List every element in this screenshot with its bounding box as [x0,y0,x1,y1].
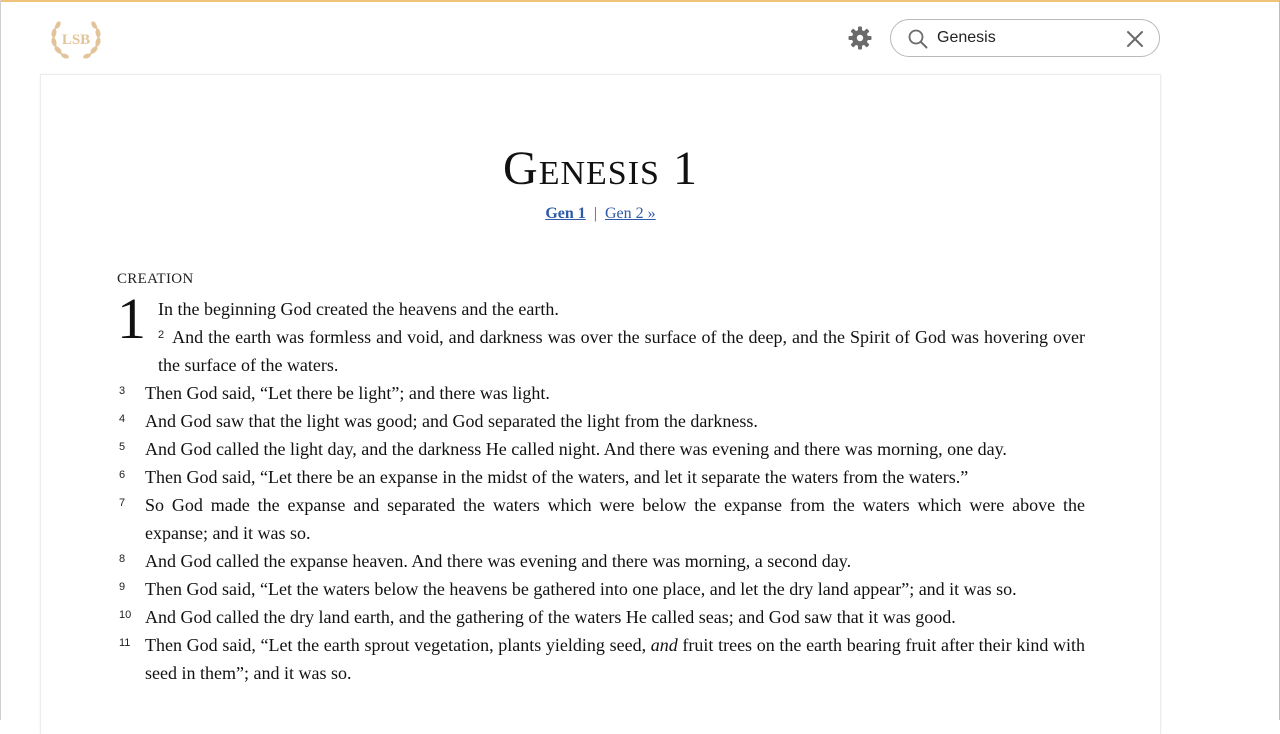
verse-2 [145,323,1085,379]
verse-3 [119,379,1085,407]
verse-text: Then God said, “Let there be light”; and there was light. [145,383,550,403]
scripture-page [40,74,1161,734]
section-heading: CREATION [117,271,194,287]
verse-text: And God called the light day, and the darkness He called night. And there was evening and there was morning, one day. [145,439,1007,459]
verse-number: 8 [119,553,126,565]
verse-number: 5 [119,441,126,453]
next-chapter-link[interactable]: Gen 2 » [605,205,656,222]
verse-text: fruit trees on the earth bearing fruit after their kind with seed in them”; and it was so. [145,635,1085,683]
verse-number: 2 [158,329,165,341]
search-input[interactable] [937,26,1107,50]
verse-4 [119,407,1085,435]
current-chapter-link[interactable]: Gen 1 [545,205,586,222]
chapter-nav-separator: | [593,205,597,222]
verse-7 [119,491,1085,547]
verse-text-emphasis: and [650,635,678,655]
laurel-wreath-icon [48,12,104,64]
verse-text: In the beginning God created the heavens and the earth. [158,299,559,319]
verse-6 [119,463,1085,491]
verse-5 [119,435,1085,463]
verse-text: So God made the expanse and separated the waters which were below the expanse from the waters which were above the expanse; and it was so. [145,495,1085,543]
chapter-nav [41,205,1160,223]
verse-number: 6 [119,469,126,481]
verse-8 [119,547,1085,575]
gear-icon [847,25,873,51]
chapter-number: 1 [117,286,146,351]
verse-text: Then God said, “Let the waters below the heavens be gathered into one place, and let the dry land appear”; and it was so. [145,579,1017,599]
lsb-logo[interactable] [48,12,104,64]
verse-text: Then God said, “Let the earth sprout vegetation, plants yielding seed, [145,635,647,655]
verse-text: And the earth was formless and void, and darkness was over the surface of the deep, and the Spirit of God was hovering over the surface of the waters. [158,327,1085,375]
verse-number: 10 [119,609,132,621]
verse-list [117,286,1085,687]
verse-text: And God called the expanse heaven. And there was evening and there was morning, a second day. [145,551,852,571]
search-box[interactable] [890,19,1160,57]
search-icon [907,28,929,50]
clear-search-icon[interactable] [1125,29,1145,49]
verse-number: 7 [119,497,126,509]
verse-11 [119,631,1085,687]
verse-text: Then God said, “Let there be an expanse in the midst of the waters, and let it separate the waters from the waters.” [145,467,969,487]
verse-number: 9 [119,581,126,593]
verse-number: 11 [119,637,131,649]
verse-number: 3 [119,385,126,397]
page-title: Genesis 1 [503,142,698,195]
verse-text: And God saw that the light was good; and God separated the light from the darkness. [145,411,758,431]
logo-text: LSB [61,32,91,48]
verse-text: And God called the dry land earth, and the gathering of the waters He called seas; and God saw that it was good. [145,607,956,627]
verse-10 [119,603,1085,631]
verse-9 [119,575,1085,603]
verse-number: 4 [119,413,126,425]
top-accent-bar [0,0,1280,2]
window-left-edge [0,0,1,720]
settings-button[interactable] [847,25,873,51]
